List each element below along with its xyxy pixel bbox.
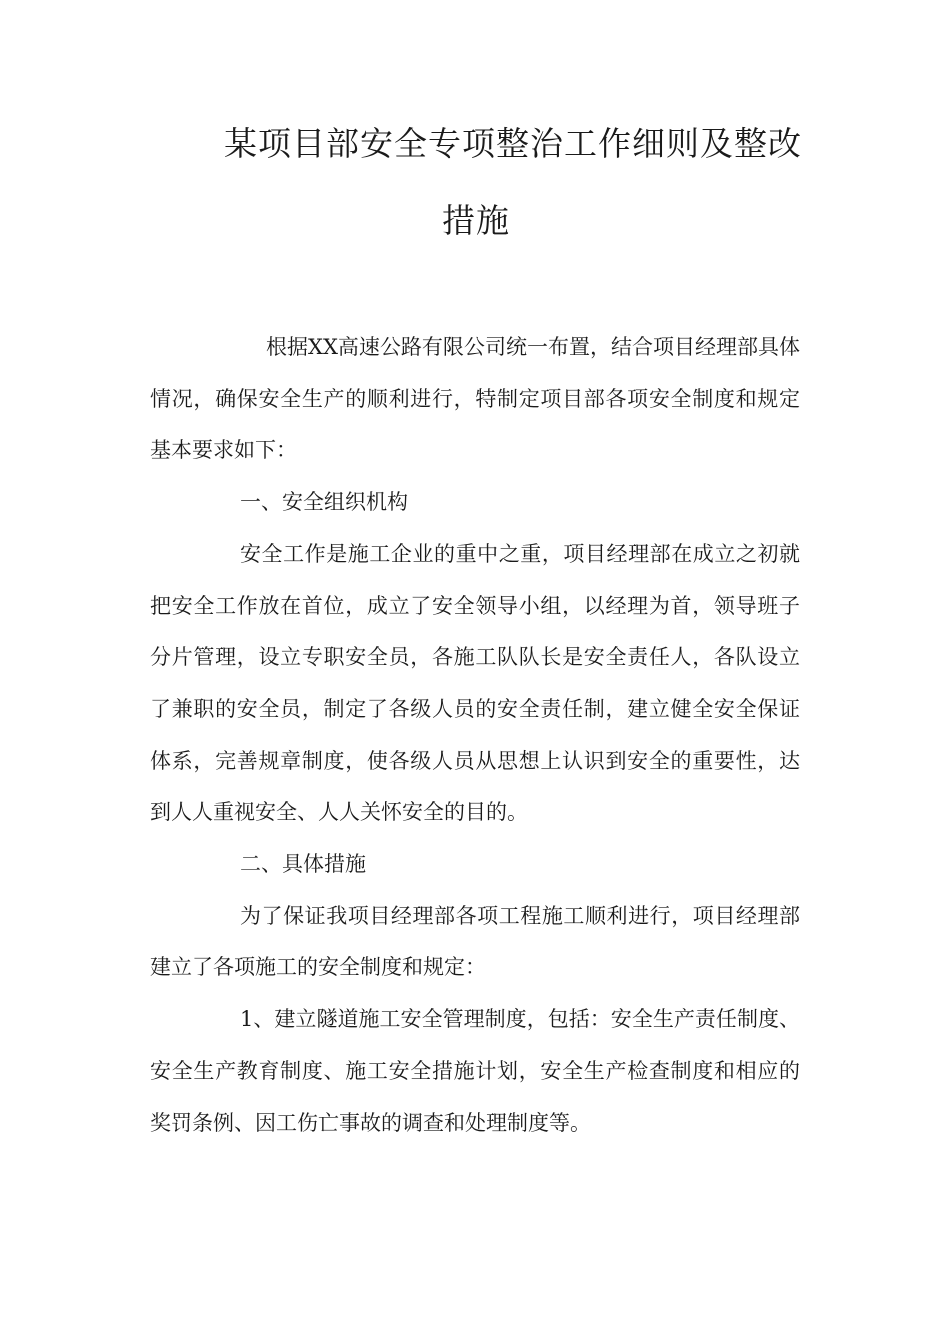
section-heading-organization: 一、安全组织机构 <box>240 490 408 515</box>
section-heading-measures: 二、具体措施 <box>240 852 366 877</box>
document-title-line-2: 措施 <box>442 201 510 240</box>
measure-item-1: 1、建立隧道施工安全管理制度，包括：安全生产责任制度、安全生产教育制度、施工安全措施计划，安全生产检查制度和相应的奖罚条例、因工伤亡事故的调查和处理制度等。 <box>150 1007 800 1135</box>
document-body <box>150 322 800 1149</box>
intro-paragraph: 根据XX高速公路有限公司统一布置，结合项目经理部具体情况，确保安全生产的顺利进行，特制定项目部各项安全制度和规定基本要求如下： <box>150 335 800 463</box>
document-title-line-1: 某项目部安全专项整治工作细则及整改 <box>224 124 802 163</box>
organization-paragraph: 安全工作是施工企业的重中之重，项目经理部在成立之初就把安全工作放在首位，成立了安全领导小组，以经理为首，领导班子分片管理，设立专职安全员，各施工队队长是安全责任人，各队设立了兼职的安全员，制定了各级人员的安全责任制，建立健全安全保证体系，完善规章制度，使各级人员从思想上认识到安全的重要性，达到人人重视安全、人人关怀安全的目的。 <box>150 541 800 825</box>
measures-intro-paragraph: 为了保证我项目经理部各项工程施工顺利进行，项目经理部建立了各项施工的安全制度和规定： <box>150 903 800 980</box>
